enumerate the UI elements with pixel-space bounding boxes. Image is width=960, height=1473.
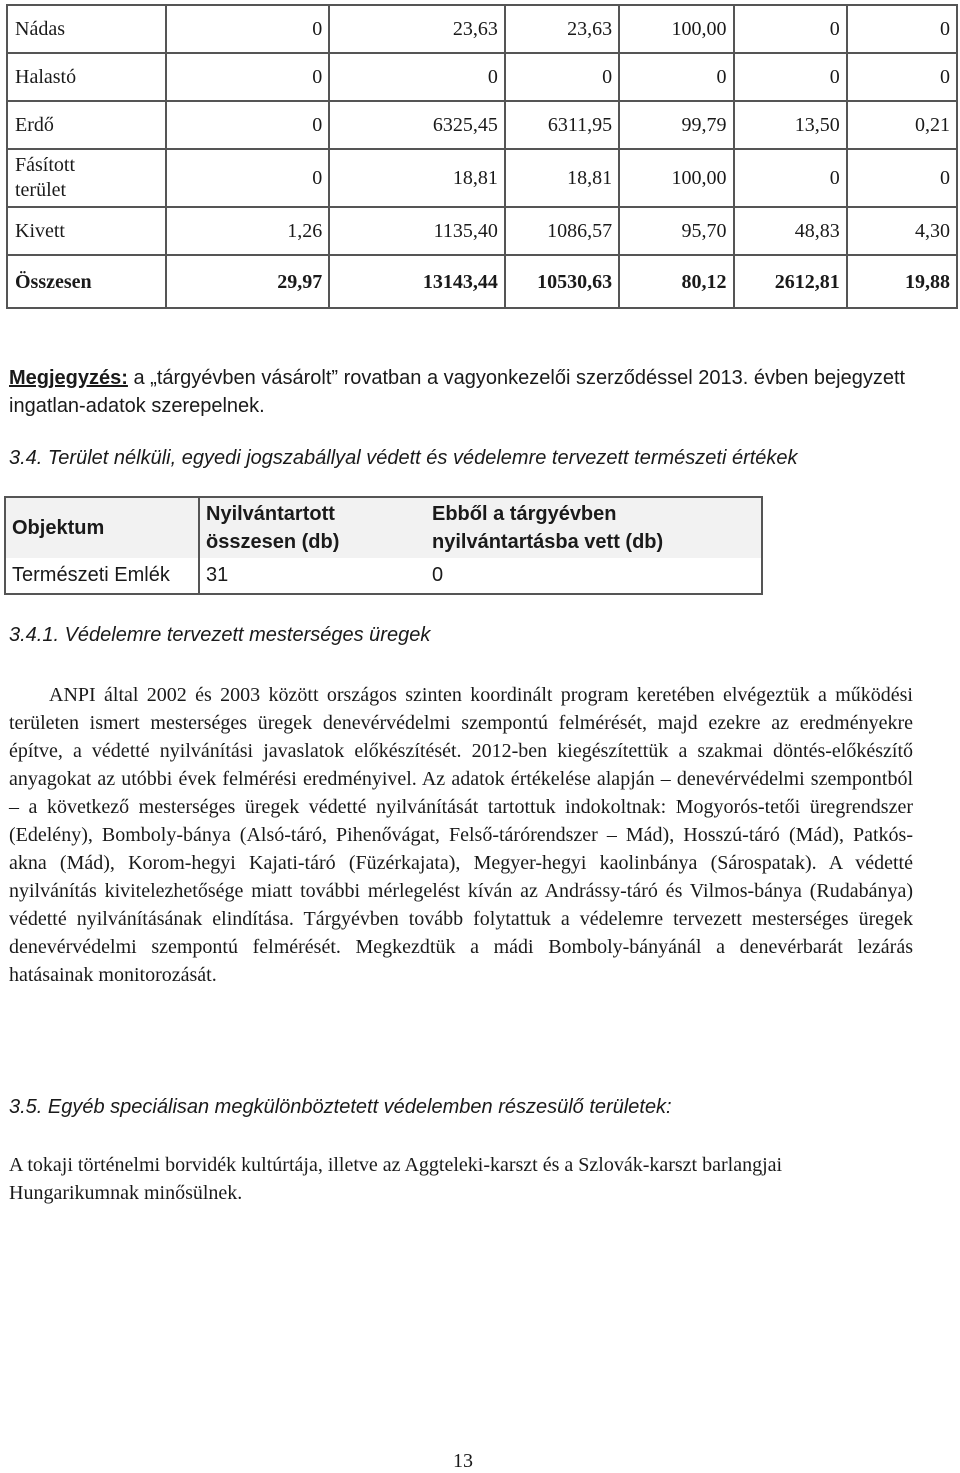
cell: 0,21 bbox=[847, 101, 957, 149]
header-line: nyilvántartásba vett (db) bbox=[432, 531, 664, 553]
row-name bbox=[7, 149, 166, 207]
cell: 0 bbox=[619, 53, 733, 101]
cell: 4,30 bbox=[847, 207, 957, 255]
cell: 0 bbox=[166, 53, 329, 101]
cell: 0 bbox=[166, 149, 329, 207]
total-row bbox=[7, 255, 957, 308]
cell: 18,81 bbox=[505, 149, 619, 207]
table-row bbox=[7, 53, 957, 101]
cell: 1,26 bbox=[166, 207, 329, 255]
cell: 1086,57 bbox=[505, 207, 619, 255]
row-name: Összesen bbox=[7, 255, 166, 308]
cell: 100,00 bbox=[619, 149, 733, 207]
table-row bbox=[7, 101, 957, 149]
cell: 13143,44 bbox=[329, 255, 505, 308]
header-line: Nyilvántartott bbox=[206, 503, 335, 525]
table-row bbox=[5, 558, 762, 594]
cell: 0 bbox=[166, 101, 329, 149]
cell: 1135,40 bbox=[329, 207, 505, 255]
cell: 99,79 bbox=[619, 101, 733, 149]
section-heading: 3.5. Egyéb speciálisan megkülönböztetett védelemben részesülő területek: bbox=[9, 1096, 672, 1118]
table-row bbox=[7, 207, 957, 255]
body-paragraph: A tokaji történelmi borvidék kultúrtája, illetve az Aggteleki-karszt és a Szlovák-karszt barlangjai Hungarikumnak minősülnek. bbox=[9, 1154, 783, 1204]
note-label: Megjegyzés: bbox=[9, 367, 128, 389]
row-name-line: Fásított bbox=[15, 154, 76, 176]
cell: 31 bbox=[199, 558, 426, 594]
cell: 0 bbox=[734, 149, 847, 207]
row-name: Halastó bbox=[7, 53, 166, 101]
cell: 23,63 bbox=[505, 5, 619, 53]
row-name: Nádas bbox=[7, 5, 166, 53]
cell: 0 bbox=[847, 149, 957, 207]
cell: 0 bbox=[329, 53, 505, 101]
cell: 6311,95 bbox=[505, 101, 619, 149]
cell: 0 bbox=[426, 558, 762, 594]
cell: 0 bbox=[505, 53, 619, 101]
cell: 29,97 bbox=[166, 255, 329, 308]
cell: 0 bbox=[166, 5, 329, 53]
row-name: Erdő bbox=[7, 101, 166, 149]
column-header bbox=[426, 497, 762, 558]
paragraph-text: ANPI által 2002 és 2003 között országos szinten koordinált program keretében elvégeztük a működési területen ismert mesterséges üregek denevérvédelmi szempontú felmérését, majd ezekre az eredményekre építve, a védetté nyilvánítási javaslatok előkészítését. 2012-ben kiegészítettük a szakmai döntés-előkészítő anyagokat az utóbbi évek felmérési eredményivel. Az adatok értékelése alapján – denevérvédelmi szempontból – a következő mesterséges üregek védetté nyilvánítását tartottuk indokoltnak: Mogyorós-tetői üregrendszer (Edelény), Bomboly-bánya (Alsó-táró, Pihenővágat, Felső-tárórendszer – Mád), Hosszú-táró (Mád), Patkós-akna (Mád), Korom-hegyi Kajati-táró (Füzérkajata), Megyer-hegyi kaolinbánya (Sárospatak). A védetté nyilvánítás kivitelezhetősége miatt további mérlegelést kíván az Andrássy-táró és Vilmos-bánya (Rudabánya) védetté nyilvánításának elindítása. Tárgyévben tovább folytattuk a védelemre tervezett mesterséges üregek denevérvédelmi szempontú felmérését. Megkezdtük a mádi Bomboly-bányánál a denevérbarát lezárás hatásainak monitorozását. bbox=[9, 684, 913, 986]
cell: 48,83 bbox=[734, 207, 847, 255]
cell: 0 bbox=[847, 53, 957, 101]
row-name-line: terület bbox=[15, 179, 67, 201]
cell: 10530,63 bbox=[505, 255, 619, 308]
section-heading: 3.4. Terület nélküli, egyedi jogszabállyal védett és védelemre tervezett természeti értékek bbox=[9, 447, 798, 469]
cell: 80,12 bbox=[619, 255, 733, 308]
page-number: 13 bbox=[453, 1450, 473, 1472]
cell: Természeti Emlék bbox=[5, 558, 199, 594]
column-header: Objektum bbox=[5, 497, 199, 558]
table-note bbox=[9, 364, 909, 420]
cell: 13,50 bbox=[734, 101, 847, 149]
cell: 100,00 bbox=[619, 5, 733, 53]
cell: 23,63 bbox=[329, 5, 505, 53]
cell: 0 bbox=[847, 5, 957, 53]
table-row bbox=[7, 5, 957, 53]
cell: 18,81 bbox=[329, 149, 505, 207]
table-row bbox=[7, 149, 957, 207]
land-use-table bbox=[6, 4, 958, 309]
row-name: Kivett bbox=[7, 207, 166, 255]
cell: 0 bbox=[734, 5, 847, 53]
cell: 95,70 bbox=[619, 207, 733, 255]
header-line: Ebből a tárgyévben bbox=[432, 503, 617, 525]
cell: 0 bbox=[734, 53, 847, 101]
cell: 19,88 bbox=[847, 255, 957, 308]
table-header-row bbox=[5, 497, 762, 558]
section-heading: 3.4.1. Védelemre tervezett mesterséges üregek bbox=[9, 624, 431, 646]
cell: 2612,81 bbox=[734, 255, 847, 308]
body-paragraph bbox=[9, 681, 913, 989]
column-header bbox=[199, 497, 426, 558]
note-text: a „tárgyévben vásárolt” rovatban a vagyonkezelői szerződéssel 2013. évben bejegyzett ingatlan-adatok szerepelnek. bbox=[9, 367, 906, 417]
header-line: összesen (db) bbox=[206, 531, 340, 553]
cell: 6325,45 bbox=[329, 101, 505, 149]
object-table bbox=[4, 496, 763, 595]
